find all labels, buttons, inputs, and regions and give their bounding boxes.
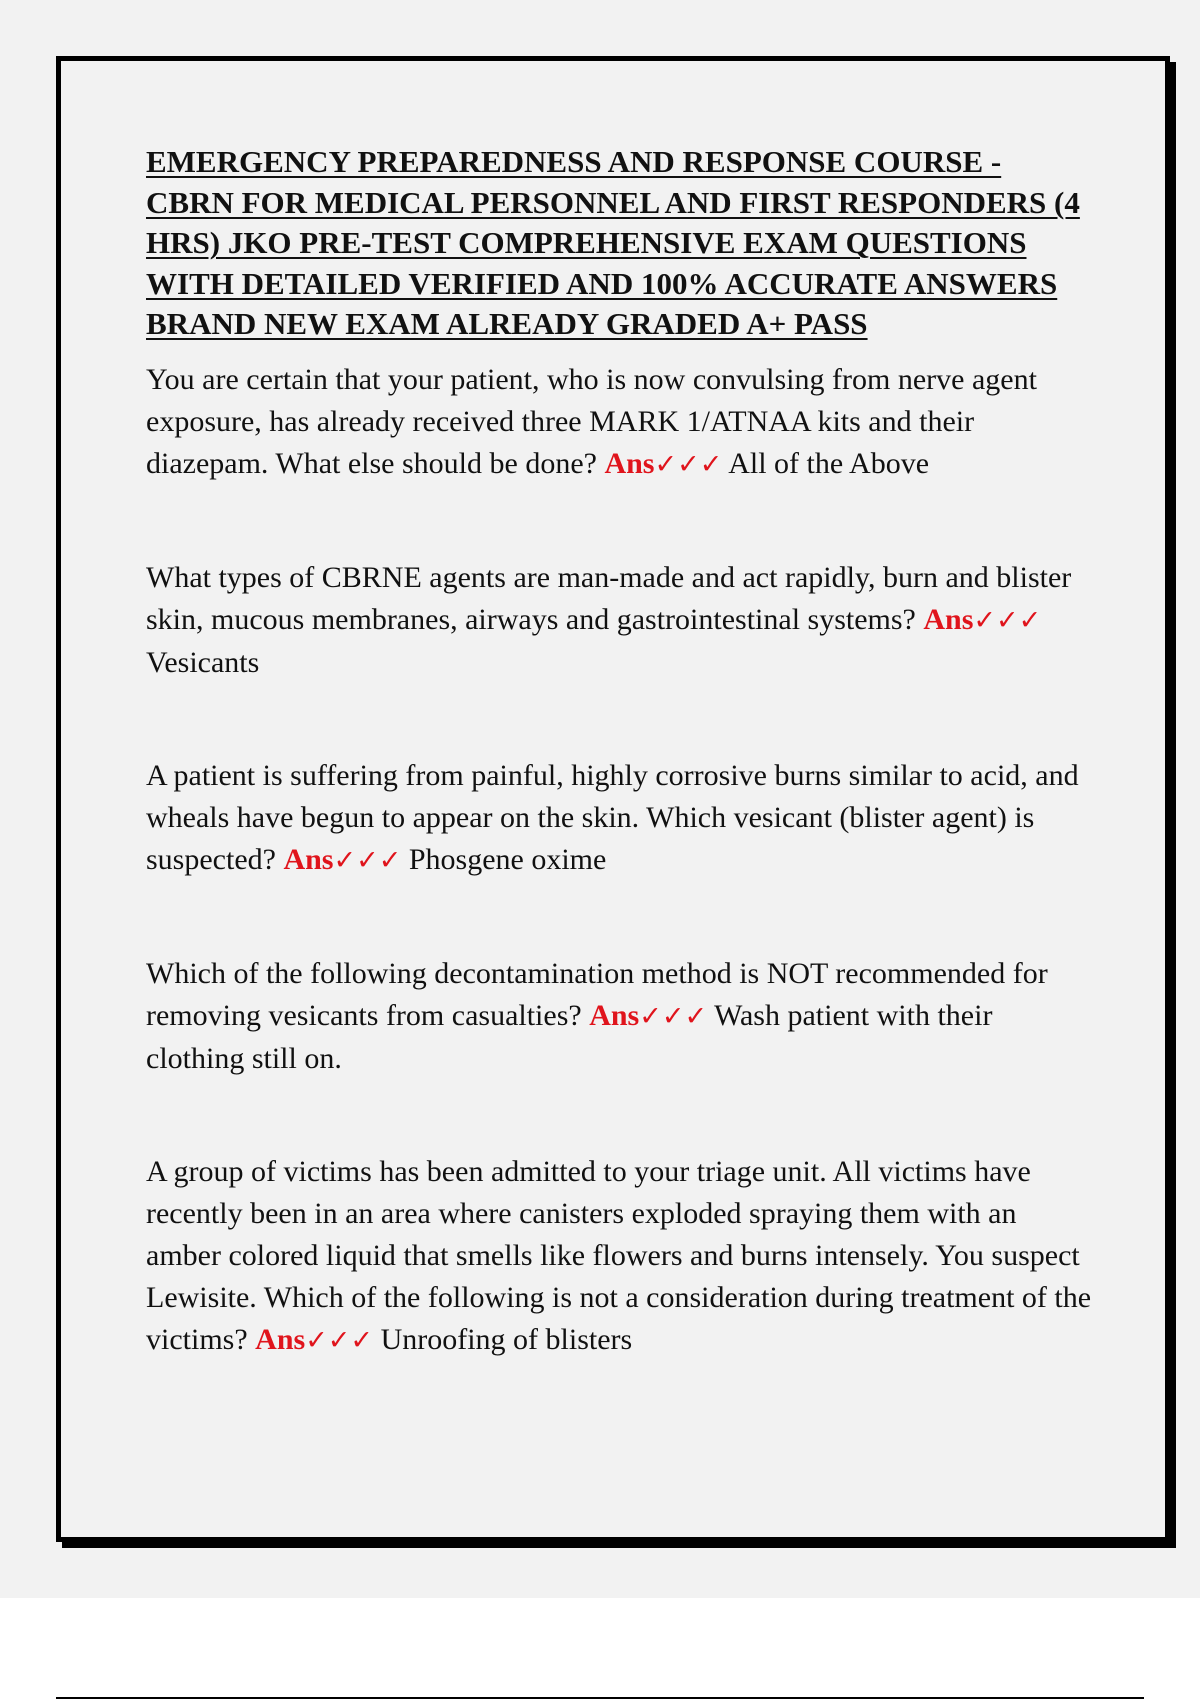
triple-check-icon: ✓✓✓ bbox=[639, 1000, 708, 1032]
question-text: A patient is suffering from painful, highly corrosive burns similar to acid, and wheals have begun to appear on the skin. Which vesicant (blister agent) is suspected? bbox=[146, 758, 1079, 876]
triple-check-icon: ✓✓✓ bbox=[973, 604, 1042, 636]
document-title: EMERGENCY PREPAREDNESS AND RESPONSE COURSE - CBRN FOR MEDICAL PERSONNEL AND FIRST RESPONDERS (4 HRS) JKO PRE-TEST COMPREHENSIVE EXAM QUESTIONS WITH DETAILED VERIFIED AND 100% ACCURATE ANSWERS BRAND NEW EXAM ALREADY GRADED A+ PASS bbox=[146, 144, 1080, 341]
qa-item bbox=[146, 557, 1096, 684]
next-page-top-rule bbox=[56, 1697, 1144, 1699]
qa-item bbox=[146, 755, 1096, 882]
triple-check-icon: ✓✓✓ bbox=[654, 448, 723, 480]
answer-label: Ans bbox=[589, 998, 640, 1032]
qa-item bbox=[146, 1151, 1096, 1362]
triple-check-icon: ✓✓✓ bbox=[333, 844, 402, 876]
answer-text: Vesicants bbox=[146, 645, 260, 679]
answer-text: Unroofing of blisters bbox=[380, 1322, 633, 1356]
answer-label: Ans bbox=[923, 602, 974, 636]
document-content bbox=[146, 142, 1096, 1362]
answer-label: Ans bbox=[255, 1322, 306, 1356]
answer-label: Ans bbox=[604, 446, 655, 480]
question-text: Which of the following decontamination method is NOT recommended for removing vesicants from casualties? bbox=[146, 956, 1048, 1032]
answer-text: Phosgene oxime bbox=[408, 842, 607, 876]
question-text: You are certain that your patient, who is now convulsing from nerve agent exposure, has already received three MARK 1/ATNAA kits and their diazepam. What else should be done? bbox=[146, 362, 1037, 480]
answer-label: Ans bbox=[283, 842, 334, 876]
question-text: A group of victims has been admitted to your triage unit. All victims have recently been in an area where canisters exploded spraying them with an amber colored liquid that smells like flowers and burns intensely. You suspect Lewisite. Which of the following is not a consideration during treatment of the victims? bbox=[146, 1154, 1092, 1356]
answer-text: All of the Above bbox=[728, 446, 930, 480]
triple-check-icon: ✓✓✓ bbox=[305, 1324, 374, 1356]
qa-item bbox=[146, 359, 1096, 486]
question-text: What types of CBRNE agents are man-made and act rapidly, burn and blister skin, mucous membranes, airways and gastrointestinal systems? bbox=[146, 560, 1072, 636]
answer-text: Wash patient with their clothing still on. bbox=[146, 998, 993, 1075]
qa-item bbox=[146, 953, 1096, 1080]
